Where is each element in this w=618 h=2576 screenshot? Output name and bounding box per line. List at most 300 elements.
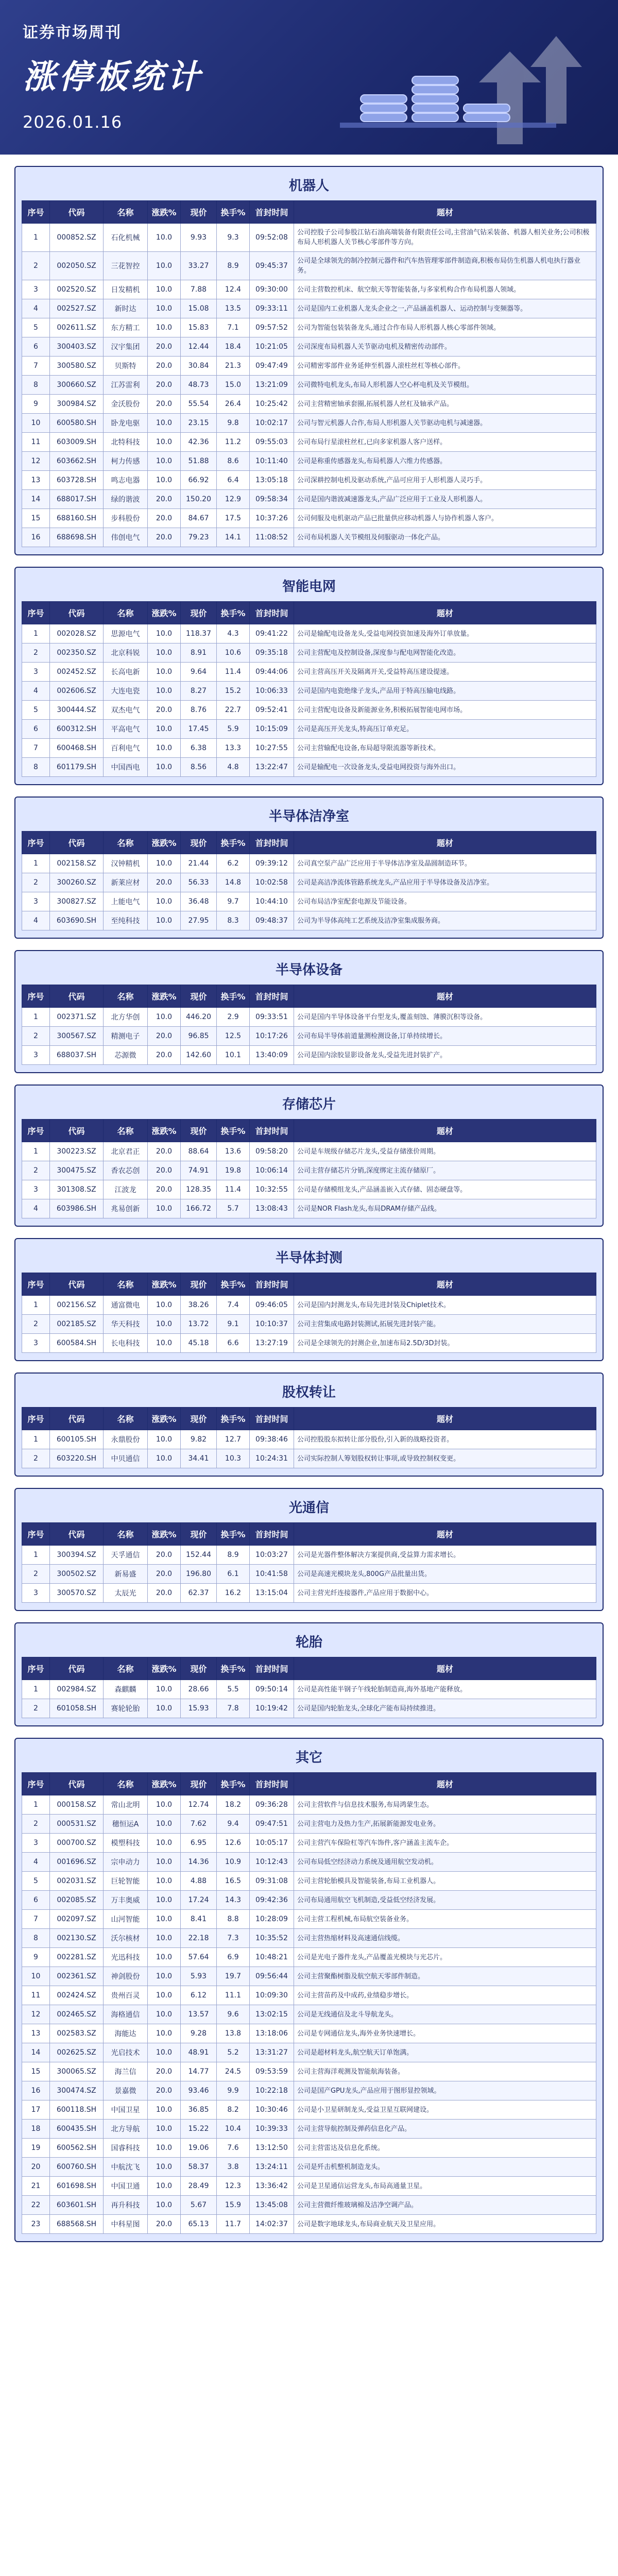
data-cell: 13:27:19 <box>250 1334 294 1353</box>
data-cell: 太辰光 <box>104 1584 148 1603</box>
data-cell: 09:42:36 <box>250 1891 294 1910</box>
table-row <box>22 490 596 509</box>
data-cell: 09:30:00 <box>250 280 294 299</box>
data-cell: 10.0 <box>148 758 181 777</box>
table-row <box>22 1815 596 1834</box>
data-cell: 日发精机 <box>104 280 148 299</box>
column-header: 换手% <box>217 1523 250 1546</box>
data-cell: 600435.SH <box>50 2120 104 2139</box>
data-cell: 16.5 <box>217 1872 250 1891</box>
data-cell: 巨轮智能 <box>104 1872 148 1891</box>
column-header: 首封时间 <box>250 1273 294 1296</box>
table-row <box>22 758 596 777</box>
column-header: 换手% <box>217 1657 250 1680</box>
data-cell: 21 <box>22 2177 50 2196</box>
data-cell: 新易盛 <box>104 1565 148 1584</box>
table-row <box>22 2062 596 2081</box>
data-cell: 石化机械 <box>104 224 148 252</box>
data-cell: 国睿科技 <box>104 2139 148 2158</box>
data-cell: 48.73 <box>181 376 217 395</box>
table-row <box>22 720 596 739</box>
column-header: 代码 <box>50 201 104 224</box>
data-cell: 21.3 <box>217 357 250 376</box>
data-cell: 中航沈飞 <box>104 2158 148 2177</box>
data-cell: 36.85 <box>181 2100 217 2120</box>
data-cell: 10.0 <box>148 1815 181 1834</box>
theme-cell: 公司主营集成电路封装测试,拓展先进封装产能。 <box>294 1315 596 1334</box>
theme-cell: 公司是称重传感器龙头,布局机器人六维力传感器。 <box>294 452 596 471</box>
theme-cell: 公司主营电力及热力生产,拓展新能源发电业务。 <box>294 1815 596 1834</box>
data-cell: 光迅科技 <box>104 1948 148 1967</box>
theme-cell: 公司主营轮胎模具及智能装备,布局工业机器人。 <box>294 1872 596 1891</box>
data-cell: 10:12:43 <box>250 1853 294 1872</box>
data-cell: 300475.SZ <box>50 1161 104 1180</box>
data-cell: 6.12 <box>181 1986 217 2005</box>
column-header: 题材 <box>294 1773 596 1795</box>
data-cell: 603662.SH <box>50 452 104 471</box>
data-cell: 45.18 <box>181 1334 217 1353</box>
data-cell: 300223.SZ <box>50 1142 104 1161</box>
data-cell: 10:03:27 <box>250 1546 294 1565</box>
data-cell: 卧龙电驱 <box>104 414 148 433</box>
data-cell: 北京君正 <box>104 1142 148 1161</box>
section-title: 机器人 <box>288 178 329 194</box>
data-cell: 09:50:14 <box>250 1680 294 1699</box>
data-cell: 13.57 <box>181 2005 217 2024</box>
data-cell: 江苏雷利 <box>104 376 148 395</box>
column-header: 涨跌% <box>148 1273 181 1296</box>
data-cell: 13:12:50 <box>250 2139 294 2158</box>
data-cell: 4 <box>22 1199 50 1218</box>
data-cell: 84.67 <box>181 509 217 528</box>
data-cell: 2 <box>22 1315 50 1334</box>
data-cell: 1 <box>22 1680 50 1699</box>
data-cell: 10:21:05 <box>250 337 294 357</box>
theme-cell: 公司主营热缩材料及高速通信线缆。 <box>294 1929 596 1948</box>
data-cell: 27.95 <box>181 911 217 930</box>
data-cell: 宗申动力 <box>104 1853 148 1872</box>
data-cell: 2 <box>22 1815 50 1834</box>
data-cell: 603690.SH <box>50 911 104 930</box>
data-cell: 4 <box>22 911 50 930</box>
data-cell: 09:58:20 <box>250 1142 294 1161</box>
data-cell: 09:55:03 <box>250 433 294 452</box>
data-cell: 002158.SZ <box>50 854 104 873</box>
data-cell: 10.0 <box>148 1008 181 1027</box>
table-row <box>22 1967 596 1986</box>
data-cell: 柯力传感 <box>104 452 148 471</box>
data-cell: 北方导航 <box>104 2120 148 2139</box>
data-cell: 4 <box>22 299 50 318</box>
column-header: 代码 <box>50 1273 104 1296</box>
column-header: 题材 <box>294 1120 596 1142</box>
data-cell: 55.54 <box>181 395 217 414</box>
data-cell: 9.4 <box>217 1815 250 1834</box>
data-cell: 7.3 <box>217 1929 250 1948</box>
data-cell: 36.48 <box>181 892 217 911</box>
data-cell: 百利电气 <box>104 739 148 758</box>
data-cell: 10:06:33 <box>250 682 294 701</box>
data-cell: 10.0 <box>148 854 181 873</box>
data-cell: 10.0 <box>148 1967 181 1986</box>
section-panel <box>14 567 604 785</box>
column-header: 序号 <box>22 1273 50 1296</box>
theme-cell: 公司是卫星通信运营龙头,布局高通量卫星。 <box>294 2177 596 2196</box>
theme-cell: 公司是国产GPU龙头,产品应用于图形显控领域。 <box>294 2081 596 2100</box>
table-header-row <box>22 832 596 854</box>
column-header: 首封时间 <box>250 1408 294 1430</box>
data-cell: 17.45 <box>181 720 217 739</box>
data-cell: 300580.SZ <box>50 357 104 376</box>
data-cell: 09:47:49 <box>250 357 294 376</box>
section-panel <box>14 796 604 939</box>
data-cell: 58.37 <box>181 2158 217 2177</box>
data-cell: 贵州百灵 <box>104 1986 148 2005</box>
data-cell: 10:22:18 <box>250 2081 294 2100</box>
table-header-row <box>22 1657 596 1680</box>
data-cell: 14.8 <box>217 873 250 892</box>
data-cell: 300260.SZ <box>50 873 104 892</box>
table-row <box>22 1853 596 1872</box>
limit-up-table <box>22 831 596 930</box>
column-header: 涨跌% <box>148 985 181 1008</box>
table-row <box>22 280 596 299</box>
data-cell: 兆易创新 <box>104 1199 148 1218</box>
column-header: 题材 <box>294 602 596 624</box>
data-cell: 13:45:08 <box>250 2196 294 2215</box>
data-cell: 14 <box>22 490 50 509</box>
data-cell: 13:21:09 <box>250 376 294 395</box>
data-cell: 15 <box>22 509 50 528</box>
data-cell: 002130.SZ <box>50 1929 104 1948</box>
table-row <box>22 2081 596 2100</box>
data-cell: 精测电子 <box>104 1027 148 1046</box>
section-title: 其它 <box>295 1750 322 1766</box>
data-cell: 10.0 <box>148 739 181 758</box>
data-cell: 688568.SH <box>50 2215 104 2234</box>
data-cell: 20.0 <box>148 701 181 720</box>
data-cell: 10:15:09 <box>250 720 294 739</box>
data-cell: 14.3 <box>217 1891 250 1910</box>
data-cell: 10.0 <box>148 2120 181 2139</box>
data-cell: 5.5 <box>217 1680 250 1699</box>
data-cell: 15.2 <box>217 682 250 701</box>
data-cell: 688017.SH <box>50 490 104 509</box>
data-cell: 10.0 <box>148 892 181 911</box>
data-cell: 002520.SZ <box>50 280 104 299</box>
column-header: 名称 <box>104 985 148 1008</box>
data-cell: 11.1 <box>217 1986 250 2005</box>
data-cell: 600312.SH <box>50 720 104 739</box>
table-row <box>22 1449 596 1468</box>
column-header: 代码 <box>50 1773 104 1795</box>
data-cell: 446.20 <box>181 1008 217 1027</box>
column-header: 题材 <box>294 1273 596 1296</box>
data-cell: 09:47:51 <box>250 1815 294 1834</box>
data-cell: 28.49 <box>181 2177 217 2196</box>
theme-cell: 公司主营汽车保险杠等汽车饰件,客户涵盖主流车企。 <box>294 1834 596 1853</box>
data-cell: 步科股份 <box>104 509 148 528</box>
data-cell: 20.0 <box>148 1046 181 1065</box>
data-cell: 20.0 <box>148 1027 181 1046</box>
table-row <box>22 854 596 873</box>
theme-cell: 公司是光电子器件龙头,产品覆盖光模块与光芯片。 <box>294 1948 596 1967</box>
column-header: 序号 <box>22 602 50 624</box>
data-cell: 10:09:30 <box>250 1986 294 2005</box>
data-cell: 13:18:06 <box>250 2024 294 2043</box>
data-cell: 7.62 <box>181 1815 217 1834</box>
data-cell: 15.08 <box>181 299 217 318</box>
table-row <box>22 1680 596 1699</box>
data-cell: 神剑股份 <box>104 1967 148 1986</box>
table-header-row <box>22 1523 596 1546</box>
table-row <box>22 2215 596 2234</box>
data-cell: 56.33 <box>181 873 217 892</box>
theme-cell: 公司是超材料龙头,航空航天订单饱满。 <box>294 2043 596 2062</box>
column-header: 现价 <box>181 1120 217 1142</box>
data-cell: 2 <box>22 643 50 663</box>
data-cell: 001696.SZ <box>50 1853 104 1872</box>
data-cell: 24.5 <box>217 2062 250 2081</box>
table-row <box>22 2120 596 2139</box>
theme-cell: 公司主营精密轴承套圈,拓展机器人丝杠及轴承产品。 <box>294 395 596 414</box>
data-cell: 09:44:06 <box>250 663 294 682</box>
data-cell: 10.0 <box>148 2139 181 2158</box>
data-cell: 10.0 <box>148 1699 181 1718</box>
data-cell: 6.6 <box>217 1334 250 1353</box>
data-cell: 20.0 <box>148 337 181 357</box>
theme-cell: 公司是小卫星研制龙头,受益卫星互联网建设。 <box>294 2100 596 2120</box>
data-cell: 93.46 <box>181 2081 217 2100</box>
data-cell: 20.0 <box>148 1180 181 1199</box>
theme-cell: 公司主营光纤连接器件,产品应用于数据中心。 <box>294 1584 596 1603</box>
data-cell: 300474.SZ <box>50 2081 104 2100</box>
data-cell: 思源电气 <box>104 624 148 643</box>
table-row <box>22 252 596 280</box>
data-cell: 20.0 <box>148 1546 181 1565</box>
limit-up-table <box>22 1657 596 1718</box>
column-header: 换手% <box>217 1273 250 1296</box>
data-cell: 13:22:47 <box>250 758 294 777</box>
data-cell: 10:11:40 <box>250 452 294 471</box>
column-header: 换手% <box>217 602 250 624</box>
column-header: 涨跌% <box>148 201 181 224</box>
data-cell: 新莱应材 <box>104 873 148 892</box>
data-cell: 09:41:22 <box>250 624 294 643</box>
data-cell: 北特科技 <box>104 433 148 452</box>
data-cell: 3 <box>22 892 50 911</box>
data-cell: 12.3 <box>217 2177 250 2196</box>
table-row <box>22 2177 596 2196</box>
data-cell: 13:15:04 <box>250 1584 294 1603</box>
section-panel <box>14 1372 604 1477</box>
data-cell: 002984.SZ <box>50 1680 104 1699</box>
data-cell: 10:06:14 <box>250 1161 294 1180</box>
column-header: 代码 <box>50 832 104 854</box>
data-cell: 000852.SZ <box>50 224 104 252</box>
data-cell: 5 <box>22 318 50 337</box>
data-cell: 688160.SH <box>50 509 104 528</box>
data-cell: 10.0 <box>148 1910 181 1929</box>
data-cell: 3 <box>22 1180 50 1199</box>
data-cell: 5.67 <box>181 2196 217 2215</box>
data-cell: 长高电新 <box>104 663 148 682</box>
data-cell: 10:44:10 <box>250 892 294 911</box>
limit-up-table <box>22 1273 596 1353</box>
theme-cell: 公司是国内涂胶显影设备龙头,受益先进封装扩产。 <box>294 1046 596 1065</box>
coin-stack-illustration <box>309 5 597 155</box>
table-row <box>22 528 596 547</box>
data-cell: 33.27 <box>181 252 217 280</box>
table-row <box>22 1199 596 1218</box>
table-row <box>22 1910 596 1929</box>
data-cell: 15.22 <box>181 2120 217 2139</box>
data-cell: 601058.SH <box>50 1699 104 1718</box>
data-cell: 12.5 <box>217 1027 250 1046</box>
limit-up-table <box>22 1772 596 2234</box>
data-cell: 12.7 <box>217 1430 250 1449</box>
table-row <box>22 1180 596 1199</box>
data-cell: 大连电瓷 <box>104 682 148 701</box>
theme-cell: 公司主营输配电设备,布局超导限流器等新技术。 <box>294 739 596 758</box>
data-cell: 09:52:08 <box>250 224 294 252</box>
table-row <box>22 299 596 318</box>
data-cell: 10.0 <box>148 1872 181 1891</box>
data-cell: 002350.SZ <box>50 643 104 663</box>
data-cell: 10:41:58 <box>250 1565 294 1584</box>
data-cell: 7.6 <box>217 2139 250 2158</box>
data-cell: 20.0 <box>148 1565 181 1584</box>
section-panel <box>14 1622 604 1726</box>
data-cell: 8.6 <box>217 452 250 471</box>
data-cell: 10.0 <box>148 2177 181 2196</box>
table-row <box>22 1142 596 1161</box>
data-cell: 20.0 <box>148 2062 181 2081</box>
table-row <box>22 682 596 701</box>
table-row <box>22 433 596 452</box>
data-cell: 1 <box>22 1430 50 1449</box>
data-cell: 10.0 <box>148 2024 181 2043</box>
data-cell: 光启技术 <box>104 2043 148 2062</box>
data-cell: 000531.SZ <box>50 1815 104 1834</box>
limit-up-table <box>22 200 596 547</box>
data-cell: 16 <box>22 2081 50 2100</box>
theme-cell: 公司主营软件与信息技术服务,布局鸿蒙生态。 <box>294 1795 596 1815</box>
data-cell: 4 <box>22 682 50 701</box>
data-cell: 长电科技 <box>104 1334 148 1353</box>
data-cell: 8.3 <box>217 911 250 930</box>
theme-cell: 公司是车规级存储芯片龙头,受益存储涨价周期。 <box>294 1142 596 1161</box>
data-cell: 9 <box>22 395 50 414</box>
section-panel <box>14 1738 604 2242</box>
data-cell: 09:56:44 <box>250 1967 294 1986</box>
data-cell: 10.0 <box>148 2100 181 2120</box>
theme-cell: 公司为半导体高纯工艺系统及洁净室集成服务商。 <box>294 911 596 930</box>
report-date: 2026.01.16 <box>23 112 123 132</box>
data-cell: 穗恒运A <box>104 1815 148 1834</box>
data-cell: 002156.SZ <box>50 1296 104 1315</box>
brand-name: 证券市场周刊 <box>23 24 122 42</box>
data-cell: 10.0 <box>148 2005 181 2024</box>
data-cell: 600118.SH <box>50 2100 104 2120</box>
data-cell: 海格通信 <box>104 2005 148 2024</box>
theme-cell: 公司主营工程机械,布局航空装备业务。 <box>294 1910 596 1929</box>
data-cell: 5 <box>22 701 50 720</box>
data-cell: 3 <box>22 663 50 682</box>
column-header: 现价 <box>181 1657 217 1680</box>
data-cell: 12.9 <box>217 490 250 509</box>
table-row <box>22 663 596 682</box>
data-cell: 2 <box>22 1027 50 1046</box>
data-cell: 3.8 <box>217 2158 250 2177</box>
data-cell: 12.74 <box>181 1795 217 1815</box>
data-cell: 鸣志电器 <box>104 471 148 490</box>
data-cell: 1 <box>22 1546 50 1565</box>
data-cell: 芯源微 <box>104 1046 148 1065</box>
theme-cell: 公司精密零部件业务延伸至机器人滚柱丝杠等核心部件。 <box>294 357 596 376</box>
data-cell: 15 <box>22 2062 50 2081</box>
data-cell: 8.91 <box>181 643 217 663</box>
data-cell: 海能达 <box>104 2024 148 2043</box>
table-row <box>22 873 596 892</box>
data-cell: 10:27:55 <box>250 739 294 758</box>
data-cell: 9.6 <box>217 2005 250 2024</box>
column-header: 涨跌% <box>148 602 181 624</box>
limit-up-table <box>22 985 596 1065</box>
section-title: 半导体洁净室 <box>268 809 349 824</box>
data-cell: 23 <box>22 2215 50 2234</box>
data-cell: 10:39:33 <box>250 2120 294 2139</box>
data-cell: 603220.SH <box>50 1449 104 1468</box>
column-header: 题材 <box>294 1657 596 1680</box>
limit-up-table <box>22 601 596 777</box>
data-cell: 65.13 <box>181 2215 217 2234</box>
column-header: 代码 <box>50 1408 104 1430</box>
data-cell: 13 <box>22 471 50 490</box>
data-cell: 2 <box>22 1161 50 1180</box>
table-row <box>22 2196 596 2215</box>
data-cell: 10:24:31 <box>250 1449 294 1468</box>
column-header: 现价 <box>181 1773 217 1795</box>
data-cell: 19.7 <box>217 1967 250 1986</box>
table-row <box>22 1872 596 1891</box>
data-cell: 6 <box>22 337 50 357</box>
data-cell: 16 <box>22 528 50 547</box>
data-cell: 20.0 <box>148 1584 181 1603</box>
data-cell: 10.0 <box>148 911 181 930</box>
data-cell: 10.0 <box>148 1296 181 1315</box>
theme-cell: 公司控股子公司参股江钻石油高端装备有限责任公司,主营油气钻采装备、机器人相关业务;公司积极布局人形机器人关节核心零部件等方向。 <box>294 224 596 252</box>
data-cell: 10.4 <box>217 2120 250 2139</box>
column-header: 现价 <box>181 985 217 1008</box>
column-header: 序号 <box>22 1657 50 1680</box>
data-cell: 002583.SZ <box>50 2024 104 2043</box>
data-cell: 6.1 <box>217 1565 250 1584</box>
data-cell: 中国西电 <box>104 758 148 777</box>
column-header: 涨跌% <box>148 1120 181 1142</box>
data-cell: 8.2 <box>217 2100 250 2120</box>
theme-cell: 公司是高洁净流体管路系统龙头,产品应用于半导体设备及洁净室。 <box>294 873 596 892</box>
data-cell: 6 <box>22 1891 50 1910</box>
data-cell: 8.76 <box>181 701 217 720</box>
data-cell: 10.3 <box>217 1449 250 1468</box>
data-cell: 603728.SH <box>50 471 104 490</box>
column-header: 名称 <box>104 832 148 854</box>
data-cell: 22 <box>22 2196 50 2215</box>
data-cell: 10.0 <box>148 1795 181 1815</box>
data-cell: 北京科锐 <box>104 643 148 663</box>
table-row <box>22 1334 596 1353</box>
